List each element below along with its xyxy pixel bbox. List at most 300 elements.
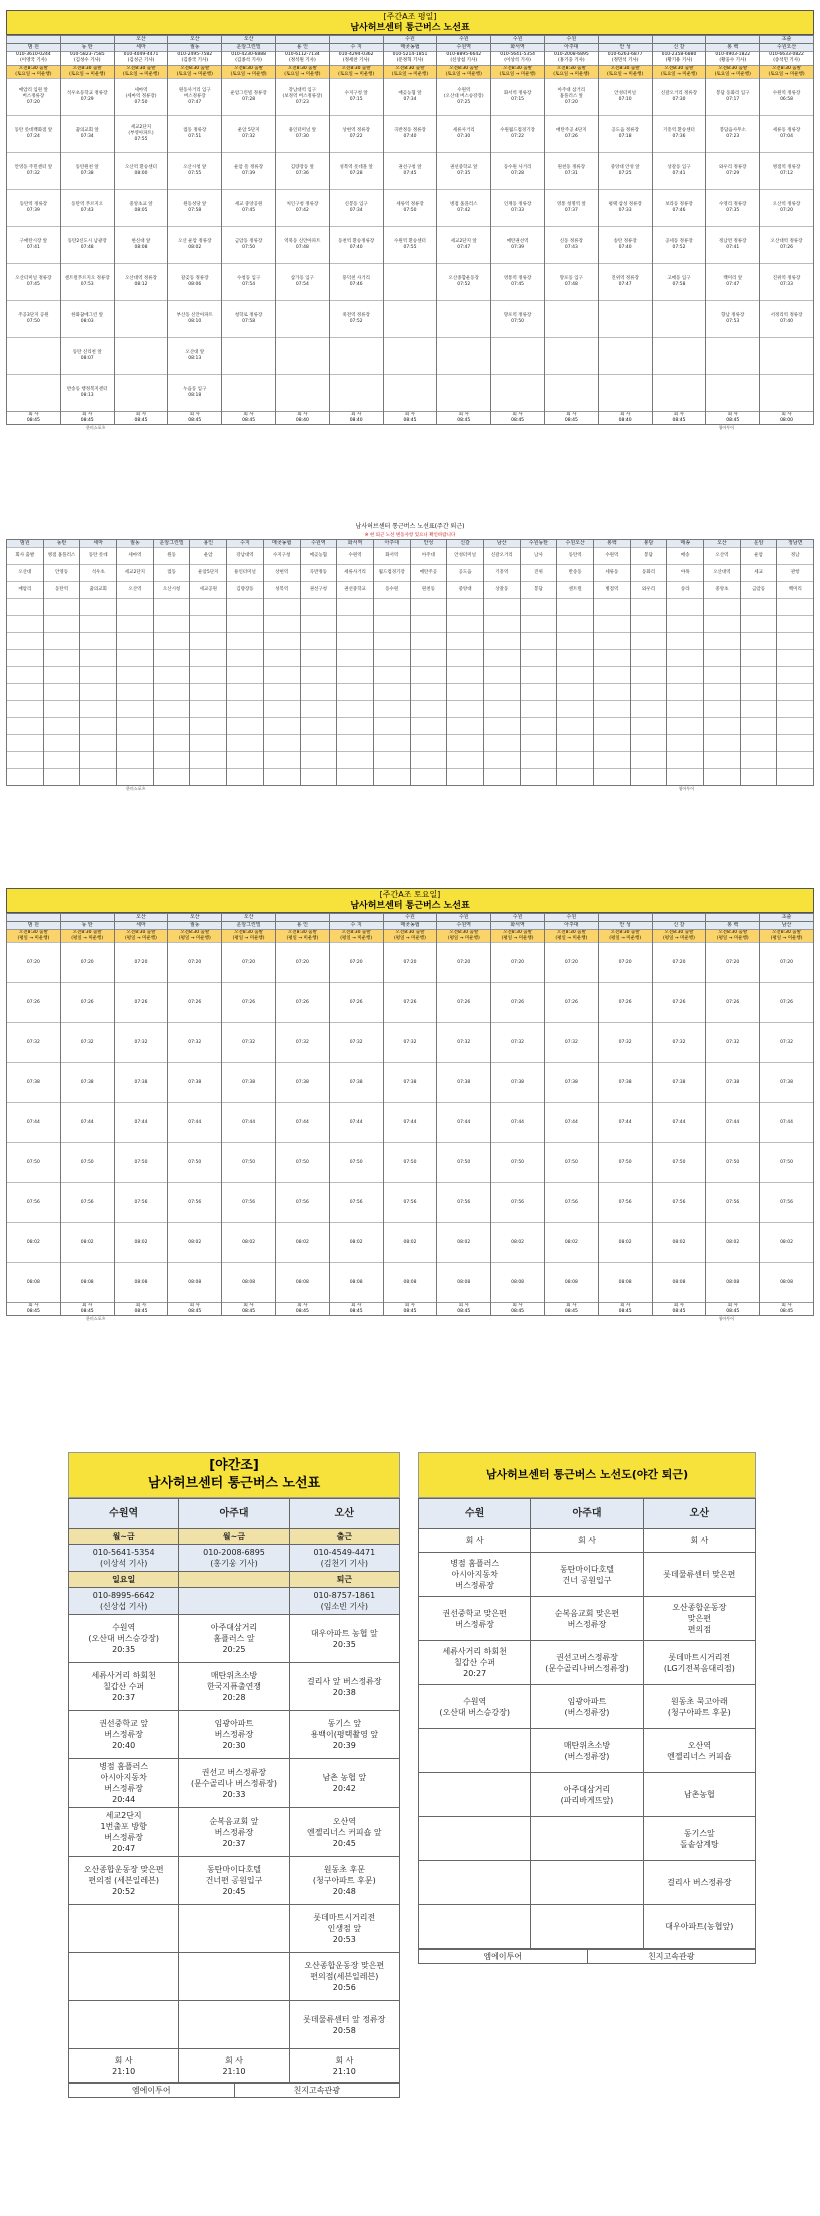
night-stop: 롯데물류센터 앞 정류장 20:58 bbox=[289, 2001, 399, 2049]
night-pm-stop-row bbox=[419, 1773, 756, 1817]
pm-empty-cell bbox=[667, 615, 703, 632]
night-pm-stop: 수원역 (오산대 버스승강장) bbox=[419, 1685, 531, 1729]
stop-cell: 누읍동 입구 08:18 bbox=[168, 374, 221, 411]
pm-empty-cell bbox=[154, 734, 190, 751]
night-stop: 대우아파트 농협 앞 20:35 bbox=[289, 1615, 399, 1663]
night-pm-stop-row bbox=[419, 1905, 756, 1949]
night-stop: 세류사거리 하회천 칠갑산 수퍼 20:37 bbox=[69, 1663, 179, 1711]
pm-empty-cell bbox=[594, 649, 630, 666]
sat-stop-time: 07:50 bbox=[599, 1142, 652, 1182]
pm-stop: 안성터미널 bbox=[447, 547, 483, 564]
sat-stop-time: 07:26 bbox=[384, 982, 437, 1022]
sat-stop-time: 07:38 bbox=[599, 1062, 652, 1102]
pm-empty-cell bbox=[484, 700, 520, 717]
arrival-cell: 회 사 08:45 bbox=[653, 411, 706, 424]
sat-stop-time: 08:02 bbox=[61, 1222, 114, 1262]
stop-cell: 오산역 정류장 07:20 bbox=[760, 189, 813, 226]
stop-cell: 진위역 정류장 07:33 bbox=[760, 263, 813, 300]
stop-cell bbox=[437, 374, 490, 411]
route-column bbox=[61, 35, 115, 424]
pm-empty-cell bbox=[337, 598, 373, 615]
sat-column bbox=[491, 913, 545, 1315]
pm-empty-cell bbox=[154, 700, 190, 717]
departure-note: 오전8:30 출발 (토요일 → 미운행) bbox=[330, 65, 383, 78]
pm-empty-cell bbox=[411, 734, 447, 751]
stop-cell bbox=[437, 337, 490, 374]
pm-stop: 반송동 bbox=[557, 564, 593, 581]
pm-empty-cell bbox=[264, 683, 300, 700]
stop-cell bbox=[653, 374, 706, 411]
stop-cell: 수원역 환승센터 07:55 bbox=[384, 226, 437, 263]
pm-empty-cell bbox=[447, 700, 483, 717]
pm-empty-cell bbox=[484, 751, 520, 768]
pm-empty-cell bbox=[117, 700, 153, 717]
pm-stop: 세류사거리 bbox=[337, 564, 373, 581]
stop-cell bbox=[276, 374, 329, 411]
sat-arrival-cell: 회 사 08:45 bbox=[706, 1302, 759, 1315]
pm-empty-cell bbox=[777, 768, 813, 785]
pm-empty-cell bbox=[227, 734, 263, 751]
sat-stop-time: 07:20 bbox=[653, 942, 706, 982]
stop-cell: 용인터미널 앞 07:30 bbox=[276, 115, 329, 152]
pm-empty-cell bbox=[301, 751, 337, 768]
weekday-pm-table bbox=[6, 539, 814, 786]
saturday-title: 남사허브센터 통근버스 노선표 bbox=[350, 901, 470, 911]
stop-cell: 동탄 신리천 앞 08:07 bbox=[61, 337, 114, 374]
night-stop-row bbox=[69, 1759, 400, 1808]
pm-empty-cell bbox=[301, 717, 337, 734]
departure-note: 오전8:30 출발 (토요일 → 미운행) bbox=[760, 65, 813, 78]
sat-header: 세마 bbox=[115, 921, 168, 929]
pm-header: 봉백 bbox=[594, 539, 630, 547]
pm-stop: 공도읍 bbox=[447, 564, 483, 581]
sat-stop-time: 07:56 bbox=[222, 1182, 275, 1222]
sat-header: 매곶농협 bbox=[384, 921, 437, 929]
stop-cell: 매탄권선역 07:39 bbox=[491, 226, 544, 263]
pm-empty-cell bbox=[411, 598, 447, 615]
driver-phone: 010-4294-0362 (정세찬 기사) bbox=[330, 51, 383, 65]
night-title: 남사허브센터 통근버스 노선표 bbox=[147, 1476, 321, 1491]
sat-stop-time: 07:50 bbox=[61, 1142, 114, 1182]
pm-header: 남산 bbox=[484, 539, 520, 547]
sat-stop-time: 07:20 bbox=[168, 942, 221, 982]
sat-stop-time: 07:50 bbox=[491, 1142, 544, 1182]
pm-empty-cell bbox=[704, 666, 740, 683]
pm-stop: 운암5단지 bbox=[190, 564, 226, 581]
night-stop: 매탄위츠소방 한국지퓨출연쟁 20:28 bbox=[179, 1663, 289, 1711]
pm-empty-cell bbox=[301, 666, 337, 683]
night-pm-stop bbox=[419, 1905, 531, 1949]
pm-empty-cell bbox=[301, 734, 337, 751]
pm-empty-cell bbox=[521, 717, 557, 734]
night-day-label: 월~금 bbox=[69, 1529, 179, 1545]
night-pm-stop: 걸리사 버스정류장 bbox=[643, 1861, 755, 1905]
sat-arrival-cell: 회 사 08:45 bbox=[384, 1302, 437, 1315]
sat-stop-time: 07:50 bbox=[760, 1142, 813, 1182]
sat-stop-time: 07:56 bbox=[61, 1182, 114, 1222]
pm-stop: 오산대 bbox=[7, 564, 43, 581]
stop-cell: 세교2단지 앞 07:47 bbox=[437, 226, 490, 263]
driver-phone: 010-5214-1851 (문정혁 기사) bbox=[384, 51, 437, 65]
night-stop: 병점 홈플러스 아시아지동차 버스정류장 20:44 bbox=[69, 1759, 179, 1808]
departure-note: 오전8:30 출발 (토요일 → 미운행) bbox=[384, 65, 437, 78]
sat-header: 아주대 bbox=[545, 921, 598, 929]
pm-empty-cell bbox=[7, 598, 43, 615]
sat-arrival-cell: 회 사 08:45 bbox=[276, 1302, 329, 1315]
night-banner bbox=[68, 1452, 400, 1498]
pm-empty-cell bbox=[190, 717, 226, 734]
sat-stop-time: 08:02 bbox=[384, 1222, 437, 1262]
sat-stop-time: 07:32 bbox=[491, 1022, 544, 1062]
pm-header: 아주대 bbox=[374, 539, 410, 547]
pm-stop: 권선중학교 bbox=[337, 581, 373, 598]
sat-header: 남산 bbox=[760, 921, 813, 929]
sat-stop-time: 07:38 bbox=[760, 1062, 813, 1102]
pm-empty-cell bbox=[374, 751, 410, 768]
pm-empty-cell bbox=[190, 751, 226, 768]
pm-empty-cell bbox=[44, 683, 80, 700]
night-pm-stop-row bbox=[419, 1729, 756, 1773]
pm-empty-cell bbox=[667, 598, 703, 615]
pm-empty-cell bbox=[154, 768, 190, 785]
pm-empty-cell bbox=[667, 683, 703, 700]
sat-group bbox=[653, 913, 706, 921]
sat-stop-time: 08:08 bbox=[115, 1262, 168, 1302]
departure-note: 오전8:30 출발 (토요일 → 미운행) bbox=[276, 65, 329, 78]
route-column bbox=[168, 35, 222, 424]
pm-empty-cell bbox=[447, 615, 483, 632]
sat-stop-time: 07:20 bbox=[599, 942, 652, 982]
sat-arrival-cell: 회 사 08:45 bbox=[330, 1302, 383, 1315]
stop-cell: 신봉동 입구 07:34 bbox=[330, 189, 383, 226]
pm-empty-cell bbox=[557, 683, 593, 700]
route-column bbox=[653, 35, 707, 424]
pm-stop: 기흥역 bbox=[484, 564, 520, 581]
pm-empty-cell bbox=[667, 700, 703, 717]
stop-cell: 세류사거리 07:30 bbox=[437, 115, 490, 152]
night-stop-row bbox=[69, 1711, 400, 1759]
sat-group bbox=[7, 913, 60, 921]
sat-stop-time: 07:44 bbox=[437, 1102, 490, 1142]
pm-empty-cell bbox=[631, 768, 667, 785]
pm-empty-cell bbox=[374, 598, 410, 615]
sat-stop-time: 07:44 bbox=[61, 1102, 114, 1142]
pm-empty-cell bbox=[117, 632, 153, 649]
sat-stop-time: 07:56 bbox=[760, 1182, 813, 1222]
pm-stop: 안영동 bbox=[44, 564, 80, 581]
pm-empty-cell bbox=[227, 649, 263, 666]
pm-empty-cell bbox=[44, 666, 80, 683]
pm-empty-cell bbox=[741, 632, 777, 649]
pm-empty-cell bbox=[741, 615, 777, 632]
stop-cell bbox=[760, 374, 813, 411]
pm-stop: 남사 bbox=[521, 547, 557, 564]
stop-cell bbox=[222, 374, 275, 411]
sat-stop-time: 07:50 bbox=[653, 1142, 706, 1182]
pm-stop: 석우초 bbox=[80, 564, 116, 581]
sat-stop-time: 07:38 bbox=[222, 1062, 275, 1102]
night-pm-start: 회 사 bbox=[419, 1529, 531, 1553]
driver-phone: 010-6263-6877 (정민석 기사) bbox=[599, 51, 652, 65]
stop-cell: 운암 5단지 07:32 bbox=[222, 115, 275, 152]
route-header: 봉 백 bbox=[706, 43, 759, 51]
sat-stop-time: 07:32 bbox=[653, 1022, 706, 1062]
night-arrival: 회 사 21:10 bbox=[289, 2049, 399, 2083]
pm-empty-cell bbox=[117, 683, 153, 700]
sat-stop-time: 07:26 bbox=[760, 982, 813, 1022]
stop-cell bbox=[115, 300, 168, 337]
stop-cell: 수원월드컵경기장 07:22 bbox=[491, 115, 544, 152]
arrival-cell: 회 사 08:45 bbox=[545, 411, 598, 424]
sat-stop-time: 07:44 bbox=[599, 1102, 652, 1142]
pm-empty-cell bbox=[337, 751, 373, 768]
pm-stop: 봉담 bbox=[521, 581, 557, 598]
pm-empty-cell bbox=[411, 768, 447, 785]
stop-cell bbox=[491, 337, 544, 374]
pm-column bbox=[44, 539, 81, 785]
stop-cell bbox=[437, 300, 490, 337]
pm-header: 세마 bbox=[80, 539, 116, 547]
pm-empty-cell bbox=[411, 683, 447, 700]
sat-stop-time: 07:50 bbox=[115, 1142, 168, 1182]
weekday-title: 남사허브센터 통근버스 노선표 bbox=[350, 23, 470, 33]
pm-empty-cell bbox=[301, 700, 337, 717]
pm-empty-cell bbox=[631, 700, 667, 717]
sat-stop-time: 07:32 bbox=[545, 1022, 598, 1062]
stop-cell bbox=[276, 337, 329, 374]
pm-empty-cell bbox=[484, 768, 520, 785]
stop-cell: 수청동 입구 07:54 bbox=[222, 263, 275, 300]
night-stop: 수원역 (오산대 버스승강장) 20:35 bbox=[69, 1615, 179, 1663]
sat-stop-time: 07:26 bbox=[7, 982, 60, 1022]
route-group: 오산 bbox=[168, 35, 221, 43]
sat-column bbox=[437, 913, 491, 1315]
sat-group bbox=[276, 913, 329, 921]
sat-column bbox=[115, 913, 169, 1315]
weekday-table bbox=[6, 35, 814, 425]
sat-stop-time: 07:56 bbox=[491, 1182, 544, 1222]
sat-stop-time: 07:38 bbox=[491, 1062, 544, 1102]
pm-empty-cell bbox=[301, 598, 337, 615]
stop-cell: 동탄 롯데백화점 앞 07:24 bbox=[7, 115, 60, 152]
sat-stop-time: 07:32 bbox=[760, 1022, 813, 1062]
pm-empty-cell bbox=[80, 632, 116, 649]
pm-empty-cell bbox=[741, 666, 777, 683]
pm-empty-cell bbox=[484, 683, 520, 700]
stop-cell: 동탄원천 앞 07:38 bbox=[61, 152, 114, 189]
stop-cell: 백미리 앞 07:47 bbox=[706, 263, 759, 300]
sat-stop-time: 08:08 bbox=[168, 1262, 221, 1302]
sat-group: 수원 bbox=[437, 913, 490, 921]
stop-cell bbox=[384, 337, 437, 374]
route-column bbox=[276, 35, 330, 424]
night-pm-sheet bbox=[418, 1452, 756, 2000]
night-pm-stop-row bbox=[419, 1597, 756, 1641]
pm-empty-cell bbox=[411, 700, 447, 717]
night-pm-stop bbox=[419, 1729, 531, 1773]
arrival-cell: 회 사 08:45 bbox=[437, 411, 490, 424]
pm-empty-cell bbox=[594, 598, 630, 615]
pm-empty-cell bbox=[337, 615, 373, 632]
sat-stop-time: 07:26 bbox=[330, 982, 383, 1022]
route-column bbox=[7, 35, 61, 424]
night-footer-right: 친지고속관광 bbox=[234, 2084, 400, 2098]
pm-empty-cell bbox=[301, 768, 337, 785]
route-header: 수 지 bbox=[330, 43, 383, 51]
pm-empty-cell bbox=[447, 649, 483, 666]
sat-stop-time: 07:32 bbox=[115, 1022, 168, 1062]
pm-column bbox=[631, 539, 668, 785]
route-header: 화서역 bbox=[491, 43, 544, 51]
night-pm-stop: 롯데물류센터 맞은편 bbox=[643, 1553, 755, 1597]
pm-empty-cell bbox=[227, 700, 263, 717]
pm-column bbox=[521, 539, 558, 785]
pm-empty-cell bbox=[741, 768, 777, 785]
night-day-label: 퇴근 bbox=[289, 1572, 399, 1588]
pm-stop: 병점역 bbox=[594, 581, 630, 598]
sat-arrival-cell: 회 사 08:45 bbox=[61, 1302, 114, 1315]
saturday-table bbox=[6, 913, 814, 1316]
pm-stop: 동화리 bbox=[631, 564, 667, 581]
sat-stop-time: 08:08 bbox=[384, 1262, 437, 1302]
stop-cell: 수지구청 앞 07:15 bbox=[330, 78, 383, 115]
pm-column bbox=[741, 539, 778, 785]
sat-stop-time: 08:08 bbox=[437, 1262, 490, 1302]
sat-stop-time: 08:02 bbox=[7, 1222, 60, 1262]
stop-cell bbox=[384, 374, 437, 411]
stop-cell: 매곶농협 앞 07:34 bbox=[384, 78, 437, 115]
night-stop: 동기스 앞 용백이(평택촬영 앞 20:39 bbox=[289, 1711, 399, 1759]
driver-phone: 010-6633-0822 (송석민 기사) bbox=[760, 51, 813, 65]
pm-empty-cell bbox=[80, 751, 116, 768]
sat-stop-time: 07:26 bbox=[706, 982, 759, 1022]
pm-empty-cell bbox=[190, 615, 226, 632]
night-day-label bbox=[179, 1572, 289, 1588]
arrival-cell: 회 사 08:40 bbox=[599, 411, 652, 424]
pm-empty-cell bbox=[80, 700, 116, 717]
route-group bbox=[599, 35, 652, 43]
pm-empty-cell bbox=[264, 649, 300, 666]
departure-note: 오전8:30 출발 (토요일 → 미운행) bbox=[491, 65, 544, 78]
pm-empty-cell bbox=[7, 683, 43, 700]
stop-cell bbox=[545, 337, 598, 374]
pm-stop: 운암 bbox=[190, 547, 226, 564]
pm-empty-cell bbox=[117, 666, 153, 683]
sat-stop-time: 07:56 bbox=[653, 1182, 706, 1222]
night-phone: 010-2008-6895 (홍기웅 기사) bbox=[179, 1545, 289, 1572]
night-final-row bbox=[69, 2049, 400, 2083]
stop-cell: 평택 삼성 정류장 07:33 bbox=[599, 189, 652, 226]
pm-header: 신갈 bbox=[447, 539, 483, 547]
pm-stop: 송라 bbox=[667, 581, 703, 598]
route-group: 수원 bbox=[545, 35, 598, 43]
driver-phone: 010-2358-6880 (황기용 기사) bbox=[653, 51, 706, 65]
pm-column bbox=[80, 539, 117, 785]
weekday-sheet bbox=[6, 10, 814, 482]
night-stop: 권선고 버스정류장 (문수골리나 버스정류장) 20:33 bbox=[179, 1759, 289, 1808]
pm-column bbox=[154, 539, 191, 785]
pm-empty-cell bbox=[447, 632, 483, 649]
stop-cell: 김량장동 앞 07:36 bbox=[276, 152, 329, 189]
sat-stop-time: 07:20 bbox=[222, 942, 275, 982]
pm-empty-cell bbox=[447, 717, 483, 734]
stop-cell: 운암 뜰 정류장 07:39 bbox=[222, 152, 275, 189]
pm-stop: 신갈오거리 bbox=[484, 547, 520, 564]
pm-empty-cell bbox=[557, 615, 593, 632]
pm-empty-cell bbox=[227, 683, 263, 700]
pm-stop: 금암동 bbox=[741, 581, 777, 598]
night-pm-stop-row bbox=[419, 1861, 756, 1905]
pm-empty-cell bbox=[777, 632, 813, 649]
night-stop: 권선중학교 앞 버스정류장 20:40 bbox=[69, 1711, 179, 1759]
stop-cell: 진위역 정류장 07:47 bbox=[599, 263, 652, 300]
stop-cell: 갈곶동 정류장 08:06 bbox=[168, 263, 221, 300]
stop-cell bbox=[653, 337, 706, 374]
sat-stop-time: 08:08 bbox=[545, 1262, 598, 1302]
night-pm-stop: 대우아파트(농협앞) bbox=[643, 1905, 755, 1949]
route-column bbox=[384, 35, 438, 424]
pm-empty-cell bbox=[7, 615, 43, 632]
pm-empty-cell bbox=[521, 700, 557, 717]
pm-stop: 봉담 bbox=[631, 547, 667, 564]
stop-cell: 병점역 정류장 07:12 bbox=[760, 152, 813, 189]
pm-empty-cell bbox=[117, 751, 153, 768]
sat-group bbox=[61, 913, 114, 921]
pm-empty-cell bbox=[777, 615, 813, 632]
pm-empty-cell bbox=[704, 751, 740, 768]
stop-cell: 동천역 환승정류장 07:40 bbox=[330, 226, 383, 263]
sat-stop-time: 07:56 bbox=[599, 1182, 652, 1222]
night-pm-start: 회 사 bbox=[531, 1529, 643, 1553]
pm-empty-cell bbox=[557, 666, 593, 683]
pm-empty-cell bbox=[777, 666, 813, 683]
pm-empty-cell bbox=[704, 615, 740, 632]
pm-stop: 오산대역 bbox=[704, 564, 740, 581]
stop-cell: 풍덕천 사거리 07:46 bbox=[330, 263, 383, 300]
sat-header: 운암그린빌 bbox=[222, 921, 275, 929]
sat-stop-time: 08:08 bbox=[7, 1262, 60, 1302]
sat-column bbox=[653, 913, 707, 1315]
sat-arrival-cell: 회 사 08:45 bbox=[222, 1302, 275, 1315]
pm-empty-cell bbox=[337, 734, 373, 751]
route-header: 궐동 bbox=[168, 43, 221, 51]
stop-cell: 한화꿈에그린 앞 08:03 bbox=[61, 300, 114, 337]
route-column bbox=[437, 35, 491, 424]
pm-empty-cell bbox=[447, 734, 483, 751]
stop-cell: 봉담읍사무소 07:23 bbox=[706, 115, 759, 152]
saturday-banner bbox=[6, 888, 814, 913]
sat-stop-time: 07:32 bbox=[276, 1022, 329, 1062]
pm-empty-cell bbox=[154, 666, 190, 683]
night-pm-stop: 동탄마이다호텔 건너 공원입구 bbox=[531, 1553, 643, 1597]
pm-header: 운암 bbox=[741, 539, 777, 547]
sat-stop-time: 07:32 bbox=[222, 1022, 275, 1062]
stop-cell: 송탄 정류장 07:40 bbox=[599, 226, 652, 263]
stop-cell: 동탄2신도시 남광장 07:48 bbox=[61, 226, 114, 263]
pm-empty-cell bbox=[227, 598, 263, 615]
pm-column bbox=[264, 539, 301, 785]
sat-stop-time: 07:38 bbox=[384, 1062, 437, 1102]
route-column bbox=[760, 35, 814, 424]
stop-cell bbox=[276, 300, 329, 337]
pm-empty-cell bbox=[117, 615, 153, 632]
pm-stop: 야목 bbox=[667, 564, 703, 581]
sat-column bbox=[545, 913, 599, 1315]
sat-departure-note: 오전8:30 출발 (평일 → 미운행) bbox=[760, 929, 813, 942]
pm-stop: 강남대역 bbox=[227, 547, 263, 564]
sat-stop-time: 07:44 bbox=[491, 1102, 544, 1142]
night-stop: 동탄마이다호텔 건너편 공원입구 20:45 bbox=[179, 1857, 289, 1905]
